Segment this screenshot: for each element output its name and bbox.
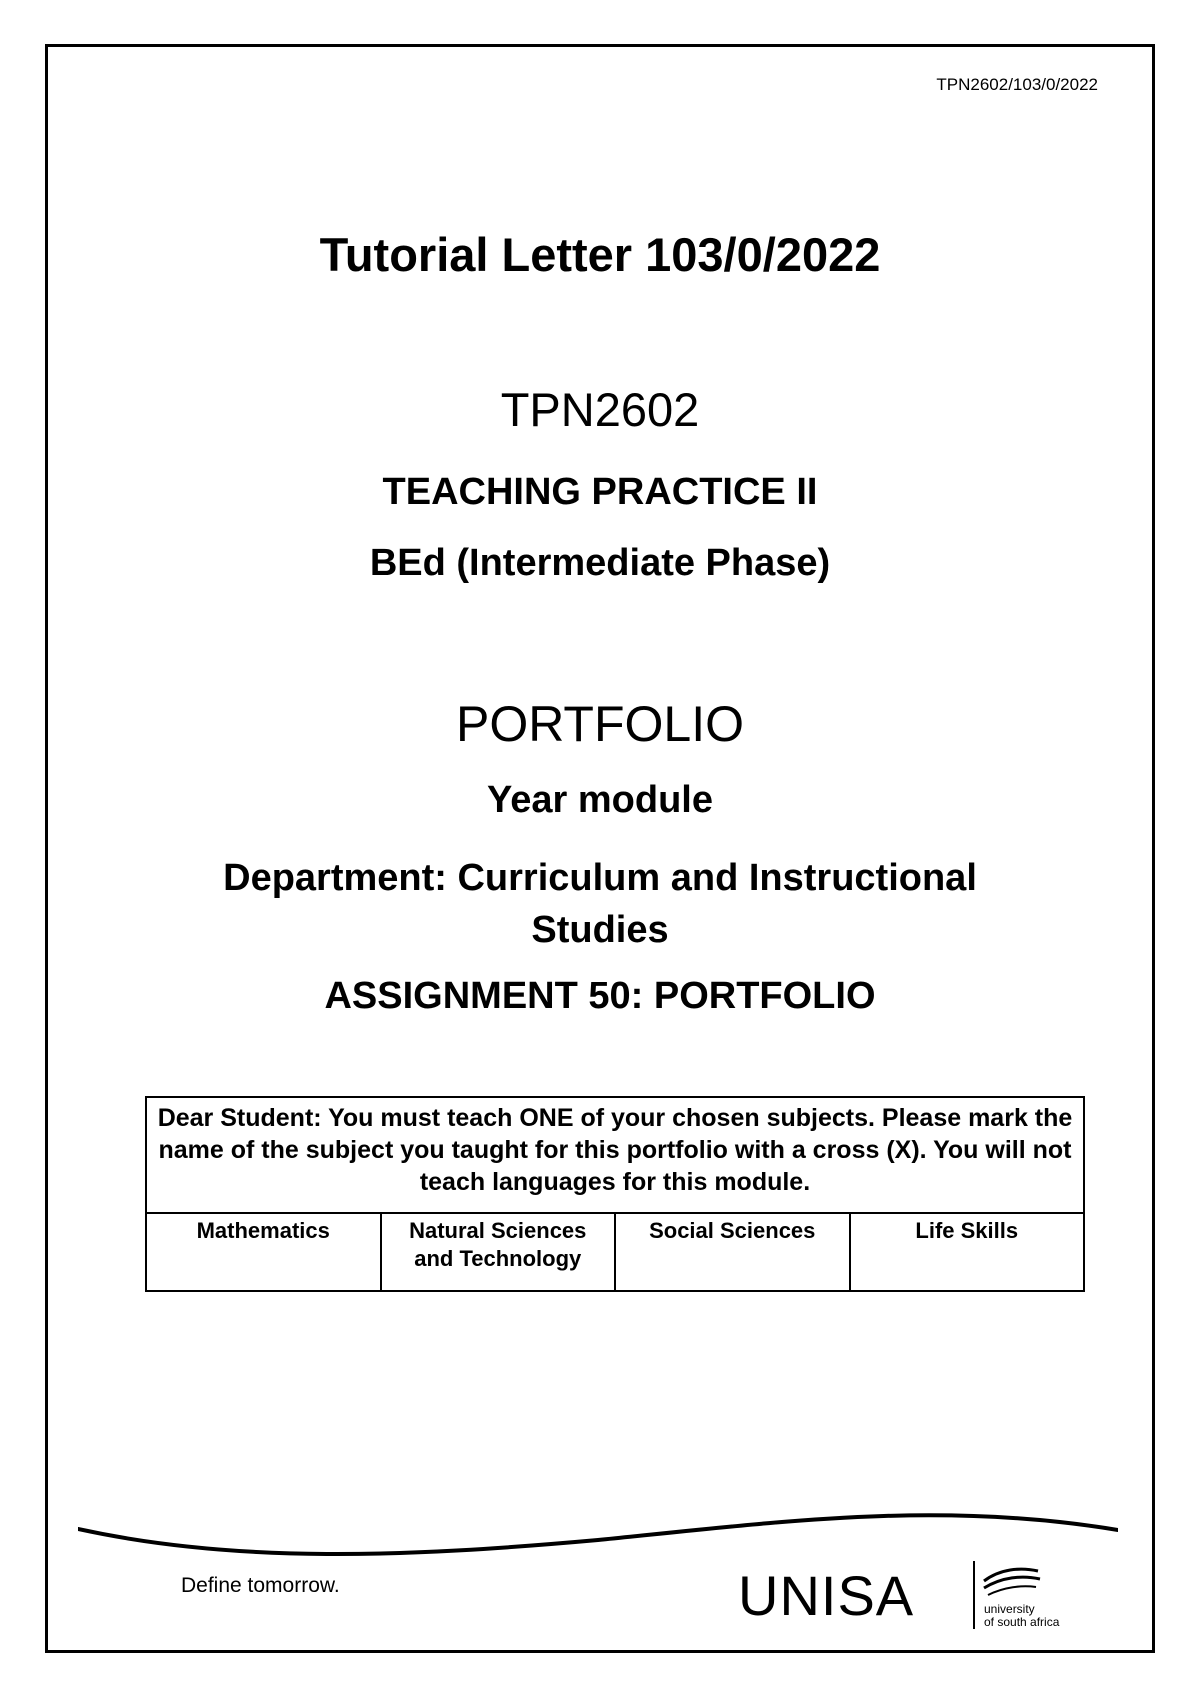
- assignment-heading: ASSIGNMENT 50: PORTFOLIO: [324, 975, 876, 1017]
- instruction-text: Dear Student: You must teach ONE of your chosen subjects. Please mark the name of the subject you taught for this portfolio with a cross (X). You will not teach languages for this module.: [146, 1097, 1084, 1213]
- unisa-logo-subtext-2: of south africa: [984, 1615, 1060, 1629]
- tutorial-letter-title: Tutorial Letter 103/0/2022: [319, 228, 881, 281]
- unisa-logo-subtext-1: university: [984, 1602, 1035, 1616]
- department: [48, 852, 1152, 956]
- document-reference: TPN2602/103/0/2022: [936, 75, 1098, 94]
- subject-cell-natural-sciences[interactable]: Natural Sciences and Technology: [381, 1213, 616, 1291]
- subject-cell-mathematics[interactable]: Mathematics: [146, 1213, 381, 1291]
- qualification: BEd (Intermediate Phase): [369, 542, 831, 584]
- department-line-1: Department: Curriculum and Instructional: [223, 857, 977, 899]
- subject-cell-social-sciences[interactable]: Social Sciences: [615, 1213, 850, 1291]
- department-line-2: Studies: [531, 909, 669, 951]
- portfolio-heading: PORTFOLIO: [455, 696, 744, 752]
- subject-cell-life-skills[interactable]: Life Skills: [850, 1213, 1085, 1291]
- tagline: Define tomorrow.: [181, 1574, 340, 1597]
- module-duration: Year module: [487, 779, 713, 821]
- subject-selection-table: [145, 1096, 1085, 1292]
- unisa-logo-wordmark: UNISA: [738, 1564, 915, 1627]
- page-frame: [45, 44, 1155, 1653]
- module-code: TPN2602: [500, 383, 700, 436]
- module-name: TEACHING PRACTICE II: [382, 471, 818, 513]
- unisa-logo: [738, 1555, 1098, 1633]
